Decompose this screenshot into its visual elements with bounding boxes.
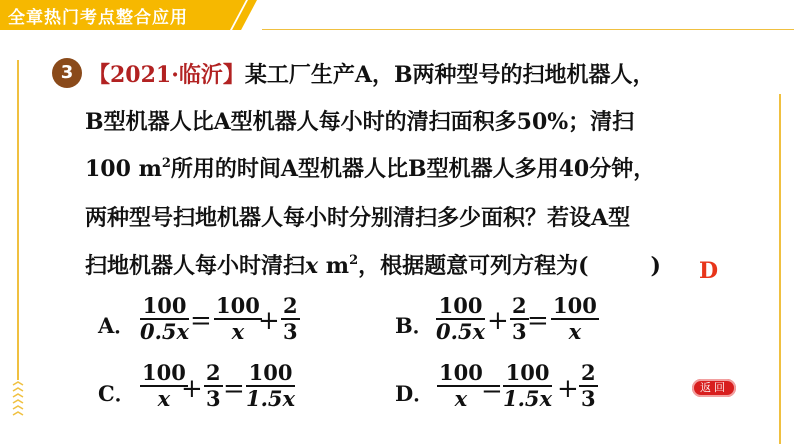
question-number-badge: 3 [52,58,82,88]
answer-mark: D [699,258,719,284]
option-b-label[interactable]: B． [395,313,434,338]
denominator: 3 [283,319,298,344]
question-text: ，根据题意可列方程为( [358,253,589,279]
denominator: 0.5x [436,319,486,344]
option-d-operator-2: + [557,374,579,404]
option-a-fraction-1 [140,295,189,343]
close-paren: ) [650,253,661,279]
numerator: 100 [142,360,186,385]
option-d-fraction-3 [579,362,598,410]
exponent: 2 [349,253,359,268]
option-b-fraction-1 [436,295,485,343]
header-banner [0,0,794,34]
exponent: 2 [161,156,171,171]
unit: m [318,253,350,279]
numerator: 100 [436,295,485,320]
variable-x: x [305,253,319,279]
option-b-fraction-3 [551,295,599,343]
numerator: 100 [140,295,189,320]
numerator: 100 [439,360,483,385]
option-d-fraction-1 [437,362,485,410]
option-c-label[interactable]: C． [98,381,136,406]
numerator: 2 [206,360,221,385]
option-a-fraction-2 [214,295,262,343]
question-line-1 [88,60,655,90]
option-c-operator-1: + [181,374,203,404]
header-rule [262,29,794,30]
right-rule [779,94,781,444]
option-a-operator-1: = [190,306,212,336]
question-source: 【2021·临沂】 [88,62,245,88]
numerator: 100 [216,293,260,318]
question-line-2: B型机器人比A型机器人每小时的清扫面积多50%；清扫 [85,109,635,135]
left-rule [17,60,19,380]
denominator: 1.5x [246,386,296,411]
back-button[interactable]: 返回 [692,379,736,397]
question-line-3 [85,154,655,184]
option-b-operator-2: = [527,306,549,336]
numerator: 2 [512,293,527,318]
option-b-operator-1: + [487,306,509,336]
option-d-operator-1: = [481,374,503,404]
denominator: 1.5x [503,386,553,411]
denominator: 0.5x [140,319,190,344]
option-c-operator-2: = [223,374,245,404]
question-line-4: 两种型号扫地机器人每小时分别清扫多少面积？若设A型 [85,205,631,231]
numerator: 100 [503,362,552,387]
option-d-fraction-2 [503,362,552,410]
denominator: x [231,319,245,344]
option-c-fraction-3 [246,362,295,410]
area-value: 100 m [85,156,162,182]
question-text: 扫地机器人每小时清扫 [85,253,306,279]
numerator: 100 [553,293,597,318]
denominator: x [568,319,582,344]
question-text: 所用的时间A型机器人比B型机器人多用40分钟， [170,156,656,182]
numerator: 100 [246,362,295,387]
chevron-decoration-icon [10,381,26,421]
denominator: x [454,386,468,411]
section-title: 全章热门考点整合应用 [8,8,188,28]
denominator: x [157,386,171,411]
denominator: 3 [206,386,221,411]
option-a-operator-2: + [258,306,280,336]
denominator: 3 [581,386,596,411]
numerator: 2 [283,293,298,318]
option-c-fraction-2 [204,362,223,410]
question-text: 某工厂生产A，B两种型号的扫地机器人， [244,62,655,88]
option-b-fraction-2 [510,295,529,343]
option-a-fraction-3 [281,295,300,343]
option-a-label[interactable]: A． [98,313,136,338]
question-line-5 [85,251,661,281]
option-d-label[interactable]: D． [395,381,435,406]
numerator: 2 [581,360,596,385]
denominator: 3 [512,319,527,344]
